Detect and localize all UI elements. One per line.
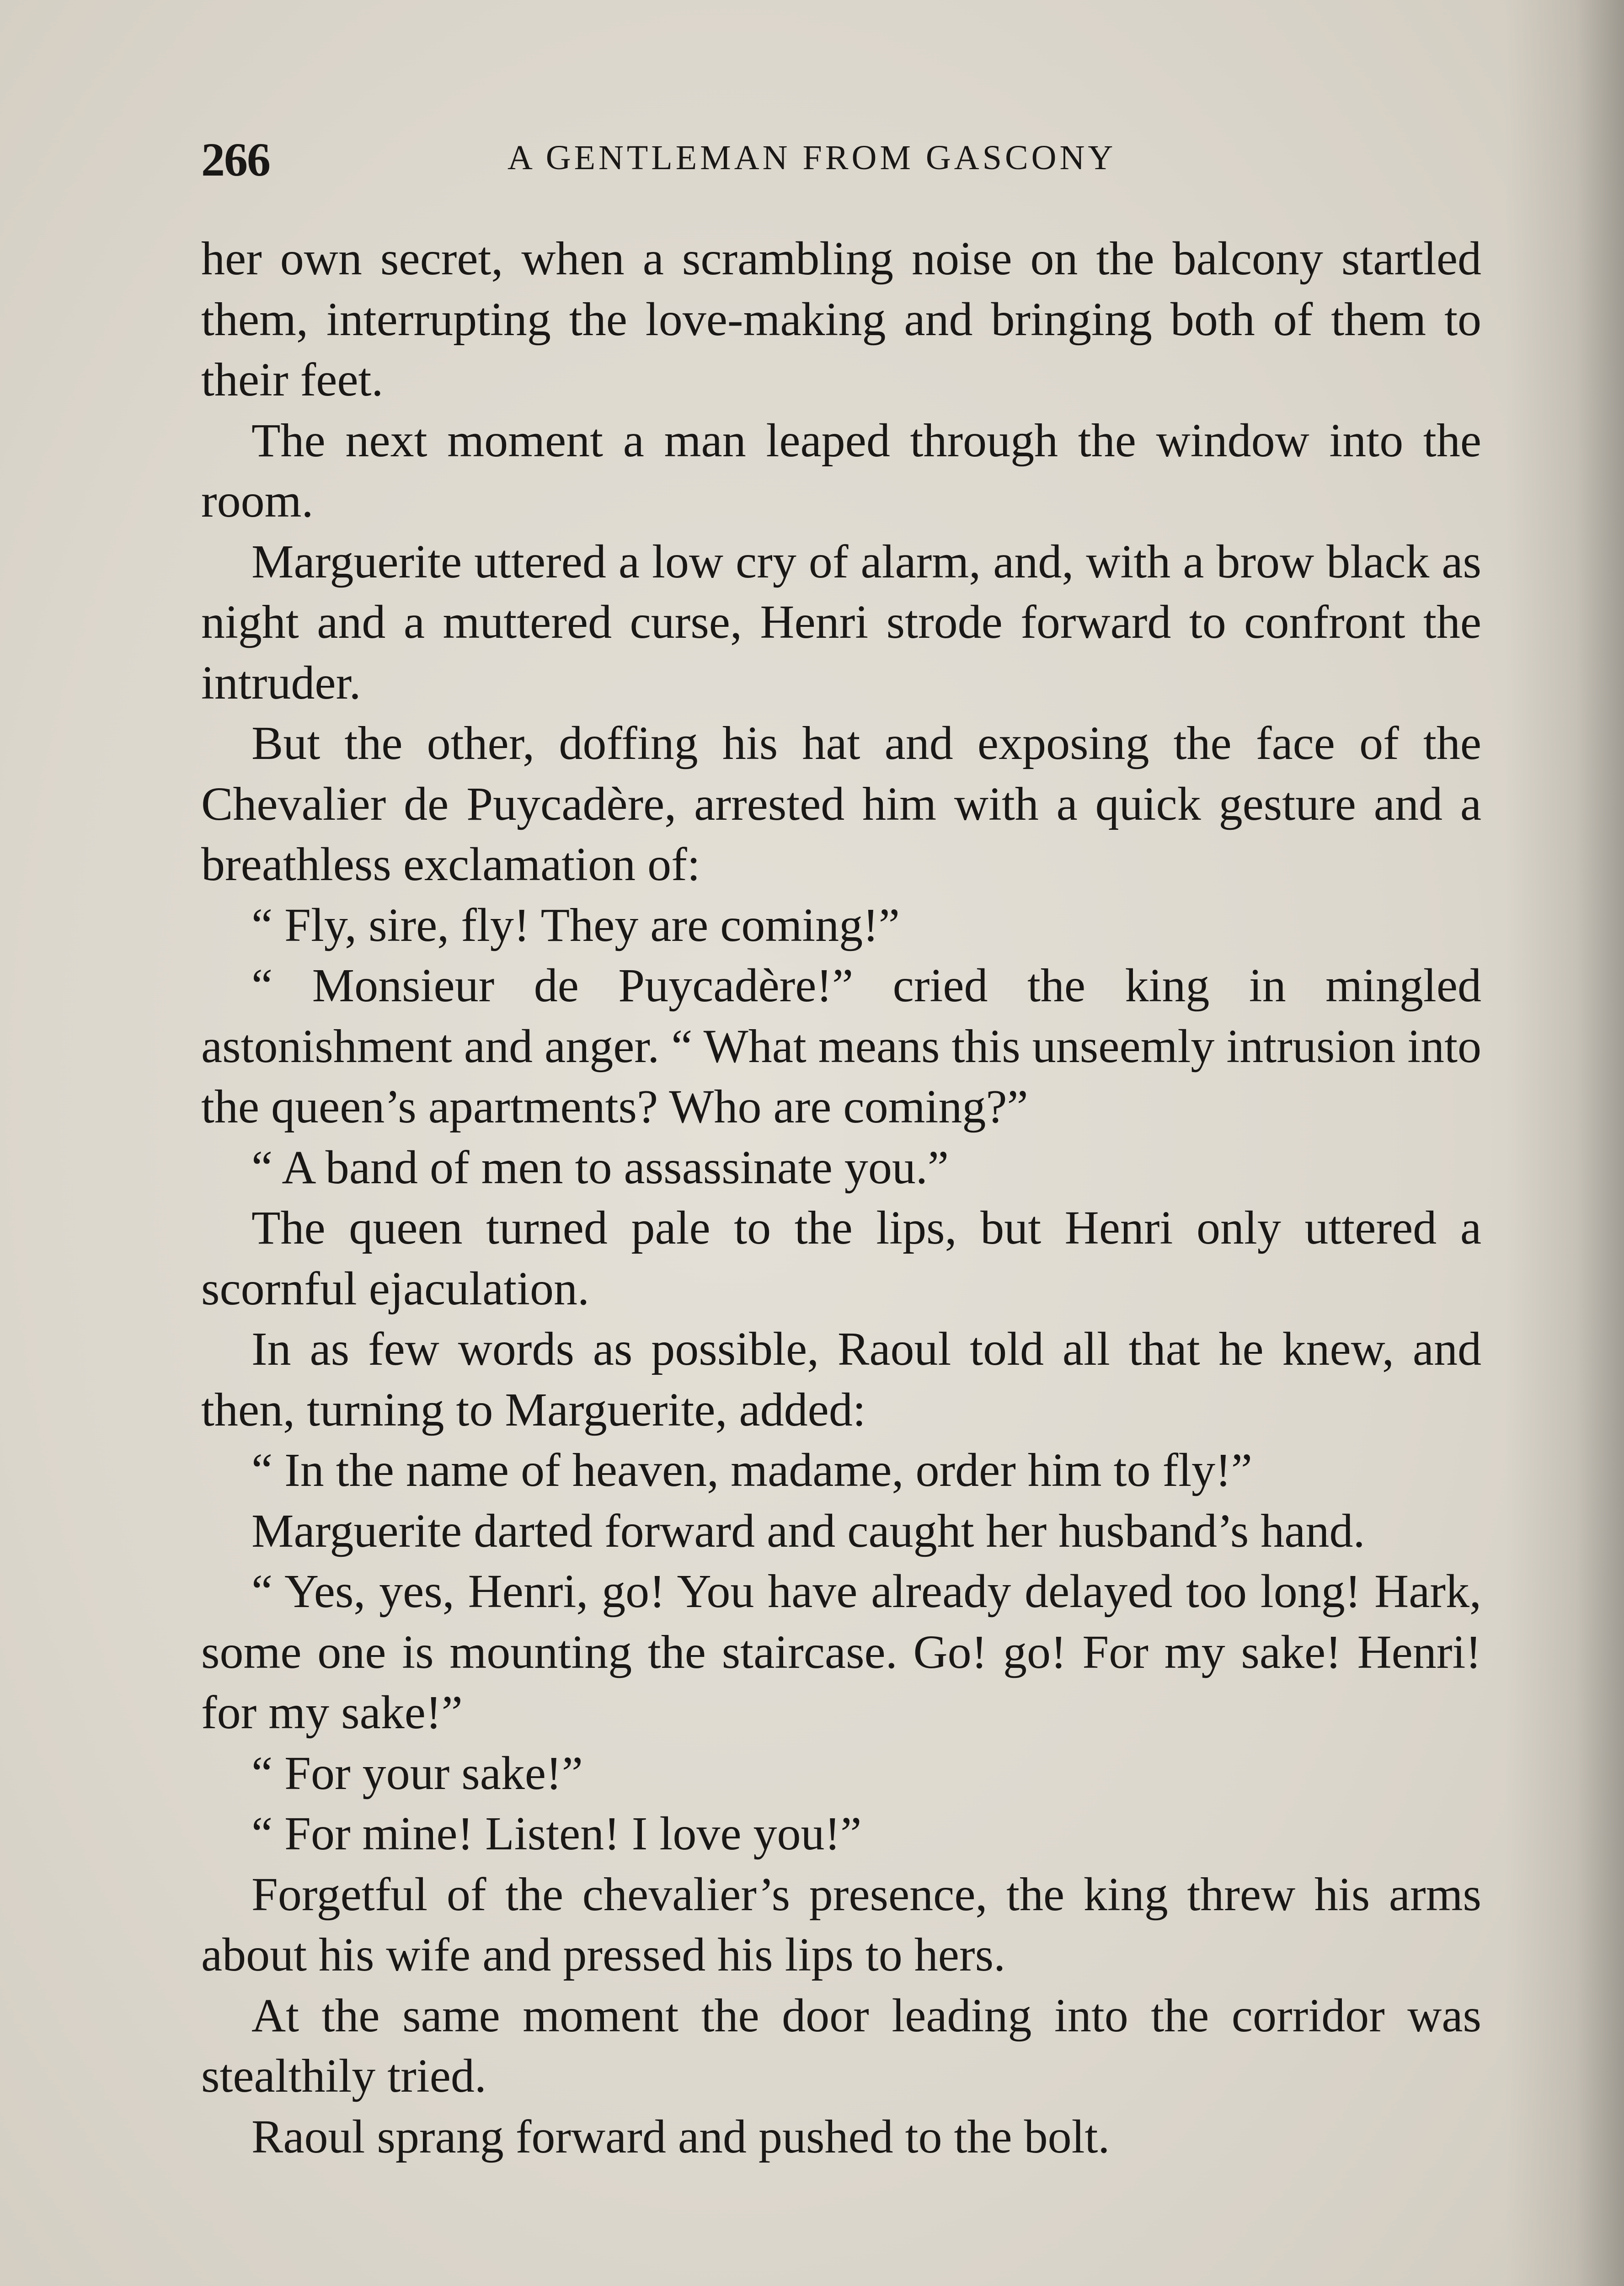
paragraph: Raoul sprang forward and pushed to the bolt. — [251, 2110, 1110, 2163]
paragraph: “ A band of men to assassinate you.” — [251, 1141, 949, 1194]
paragraph: “ Fly, sire, fly! They are coming!” — [251, 898, 900, 951]
paragraph: At the same moment the door leading into the corridor was stealthily tried. — [201, 1989, 1481, 2102]
paragraph: her own secret, when a scrambling noise on the balcony startled them, interrupting the love-making and bringing both of them to their feet. — [201, 232, 1481, 406]
body-text — [201, 229, 1481, 2167]
paragraph: Marguerite darted forward and caught her husband’s hand. — [251, 1504, 1365, 1557]
page-number: 266 — [201, 134, 270, 186]
paragraph: Marguerite uttered a low cry of alarm, and, with a brow black as night and a muttered curse, Henri strode forward to confront the intruder. — [201, 535, 1481, 709]
page-header — [201, 133, 1481, 192]
paragraph: In as few words as possible, Raoul told all that he knew, and then, turning to Marguerite, added: — [201, 1323, 1481, 1436]
paragraph: “ Monsieur de Puycadère!” cried the king in mingled astonishment and anger. “ What means this unseemly intrusion into the queen’s apartments? Who are coming?” — [201, 959, 1481, 1133]
running-title: A GENTLEMAN FROM GASCONY — [508, 139, 1116, 177]
paragraph: The next moment a man leaped through the window into the room. — [201, 414, 1481, 527]
paragraph: “ Yes, yes, Henri, go! You have already delayed too long! Hark, some one is mounting the staircase. Go! go! For my sake! Henri! for my sake!” — [201, 1565, 1481, 1739]
paragraph: “ For mine! Listen! I love you!” — [251, 1807, 862, 1860]
paragraph: But the other, doffing his hat and exposing the face of the Chevalier de Puycadère, arrested him with a quick gesture and a breathless exclamation of: — [201, 717, 1481, 891]
paragraph: “ For your sake!” — [251, 1747, 583, 1800]
paragraph: The queen turned pale to the lips, but Henri only uttered a scornful ejaculation. — [201, 1202, 1481, 1315]
paragraph: “ In the name of heaven, madame, order him to fly!” — [251, 1444, 1252, 1496]
spine-shadow — [1505, 0, 1624, 2286]
paragraph: Forgetful of the chevalier’s presence, the king threw his arms about his wife and pressed his lips to hers. — [201, 1868, 1481, 1981]
